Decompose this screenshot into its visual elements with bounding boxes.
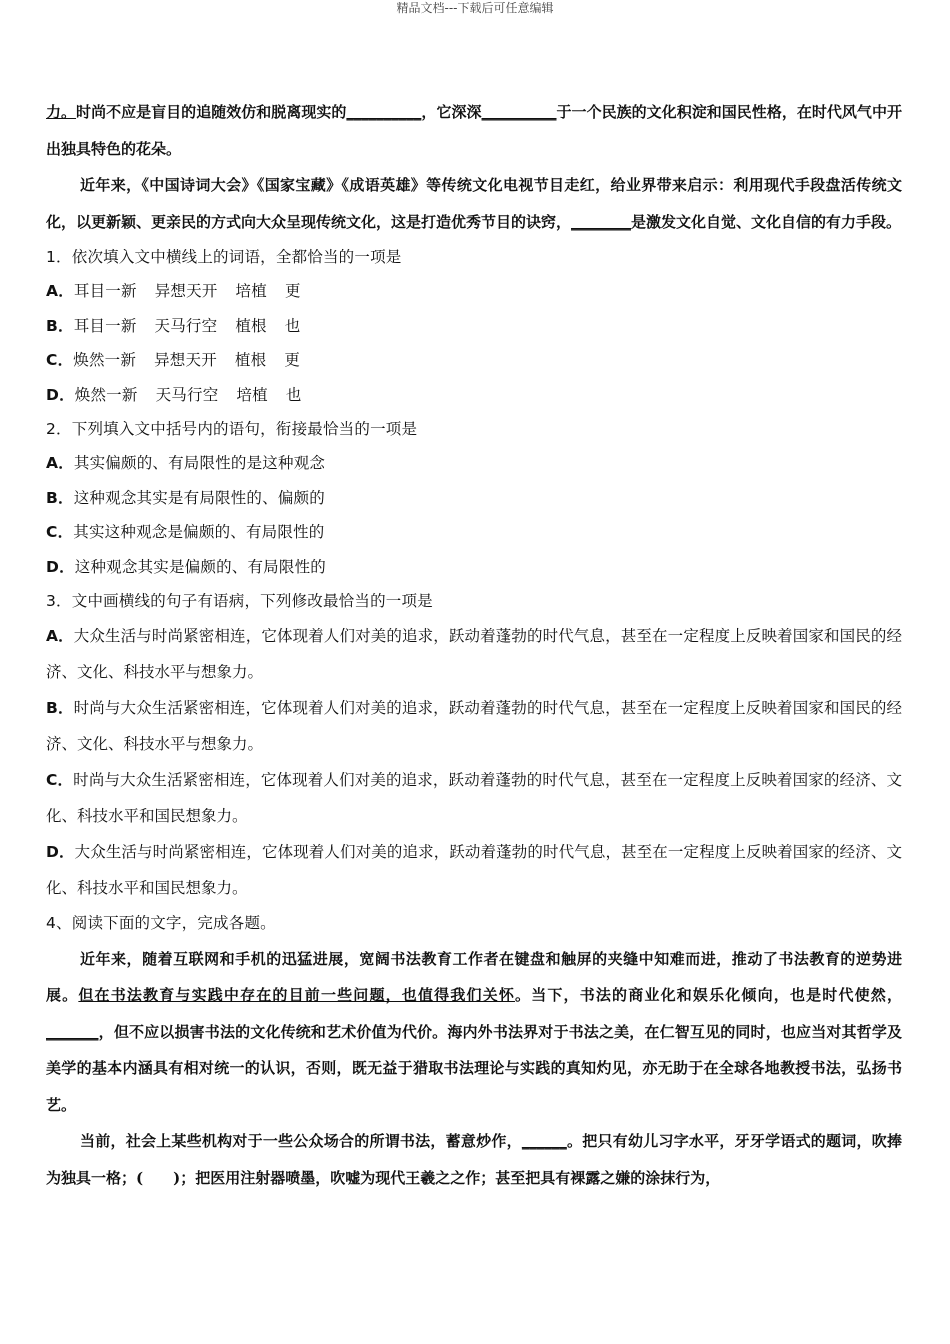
fill-blank: __________ xyxy=(346,103,422,121)
page-header: 精品文档---下载后可任意编辑 xyxy=(396,1,554,15)
question-2-option-c: C．其实这种观念是偏颇的、有局限性的 xyxy=(46,523,325,542)
question-3-option-a: A．大众生活与时尚紧密相连，它体现着人们对美的追求，跃动着蓬勃的时代气息，甚至在一定程度上反映着国家和国民的经济、文化、科技水平与想象力。 xyxy=(46,627,902,682)
question-3-option-c: C．时尚与大众生活紧密相连，它体现着人们对美的追求，跃动着蓬勃的时代气息，甚至在一定程度上反映着国家的经济、文化、科技水平和国民想象力。 xyxy=(46,771,902,826)
fill-blank: ________ xyxy=(571,212,632,231)
question-4-stem: 4、阅读下面的文字，完成各题。 xyxy=(46,914,276,933)
question-2-option-d: D．这种观念其实是偏颇的、有局限性的 xyxy=(46,557,326,576)
question-1-option-b: B．耳目一新 天马行空 植根 也 xyxy=(46,316,301,335)
question-2-stem: 2．下列填入文中括号内的语句，衔接最恰当的一项是 xyxy=(46,420,418,439)
question-1-option-d: D．焕然一新 天马行空 培植 也 xyxy=(46,385,302,404)
underlined-text: 力。 xyxy=(46,103,77,121)
passage-paragraph-2: 近年来，《中国诗词大会》《国家宝藏》《成语英雄》等传统文化电视节目走红，给业界带来启示：利用现代手段盘活传统文化，以更新颖、更亲民的方式向大众呈现传统文化，这是打造优秀节目的诀窍，________是激发文化自觉、文化自信的有力手段。 xyxy=(46,176,902,231)
question-4-paragraph-2: 当前，社会上某些机构对于一些公众场合的所谓书法，蓄意炒作，______。把只有幼儿习字水平，牙牙学语式的题词，吹捧为独具一格；( )；把医用注射器喷墨，吹嘘为现代王羲之之作；甚至把具有裸露之嫌的涂抹行为， xyxy=(46,1132,902,1187)
question-3-option-d: D．大众生活与时尚紧密相连，它体现着人们对美的追求，跃动着蓬勃的时代气息，甚至在一定程度上反映着国家的经济、文化、科技水平和国民想象力。 xyxy=(46,843,902,898)
fill-blank: __________ xyxy=(481,103,557,121)
question-2-option-b: B．这种观念其实是有局限性的、偏颇的 xyxy=(46,488,325,507)
question-1-option-c: C．焕然一新 异想天开 植根 更 xyxy=(46,351,301,370)
question-3-option-b: B．时尚与大众生活紧密相连，它体现着人们对美的追求，跃动着蓬勃的时代气息，甚至在一定程度上反映着国家和国民的经济、文化、科技水平与想象力。 xyxy=(46,699,902,754)
question-1-stem: 1．依次填入文中横线上的词语，全都恰当的一项是 xyxy=(46,248,402,266)
question-1-option-a: A．耳目一新 异想天开 培植 更 xyxy=(46,282,301,301)
question-3-stem: 3．文中画横线的句子有语病，下列修改最恰当的一项是 xyxy=(46,592,433,611)
fill-blank: _______ xyxy=(46,1022,99,1041)
passage-paragraph-1: 力。时尚不应是盲目的追随效仿和脱离现实的__________，它深深__________于一个民族的文化积淀和国民性格，在时代风气中开出独具特色的花朵。 xyxy=(46,103,902,158)
fill-blank: ______ xyxy=(521,1132,567,1151)
question-2-option-a: A．其实偏颇的、有局限性的是这种观念 xyxy=(46,454,326,473)
underlined-sentence: 但在书法教育与实践中存在的目前一些问题，也值得我们关怀 xyxy=(78,986,516,1005)
document-body xyxy=(46,94,902,1196)
question-4-paragraph-1: 近年来，随着互联网和手机的迅猛进展，宽阔书法教育工作者在键盘和触屏的夹缝中知难而进，推动了书法教育的逆势进展。但在书法教育与实践中存在的目前一些问题，也值得我们关怀。当下，书法的商业化和娱乐化倾向，也是时代使然，_______，但不应以损害书法的文化传统和艺术价值为代价。海内外书法界对于书法之美，在仁智互见的同时，也应当对其哲学及美学的基本内涵具有相对统一的认识，否则，既无益于猎取书法理论与实践的真知灼见，亦无助于在全球各地教授书法，弘扬书艺。 xyxy=(46,949,902,1114)
